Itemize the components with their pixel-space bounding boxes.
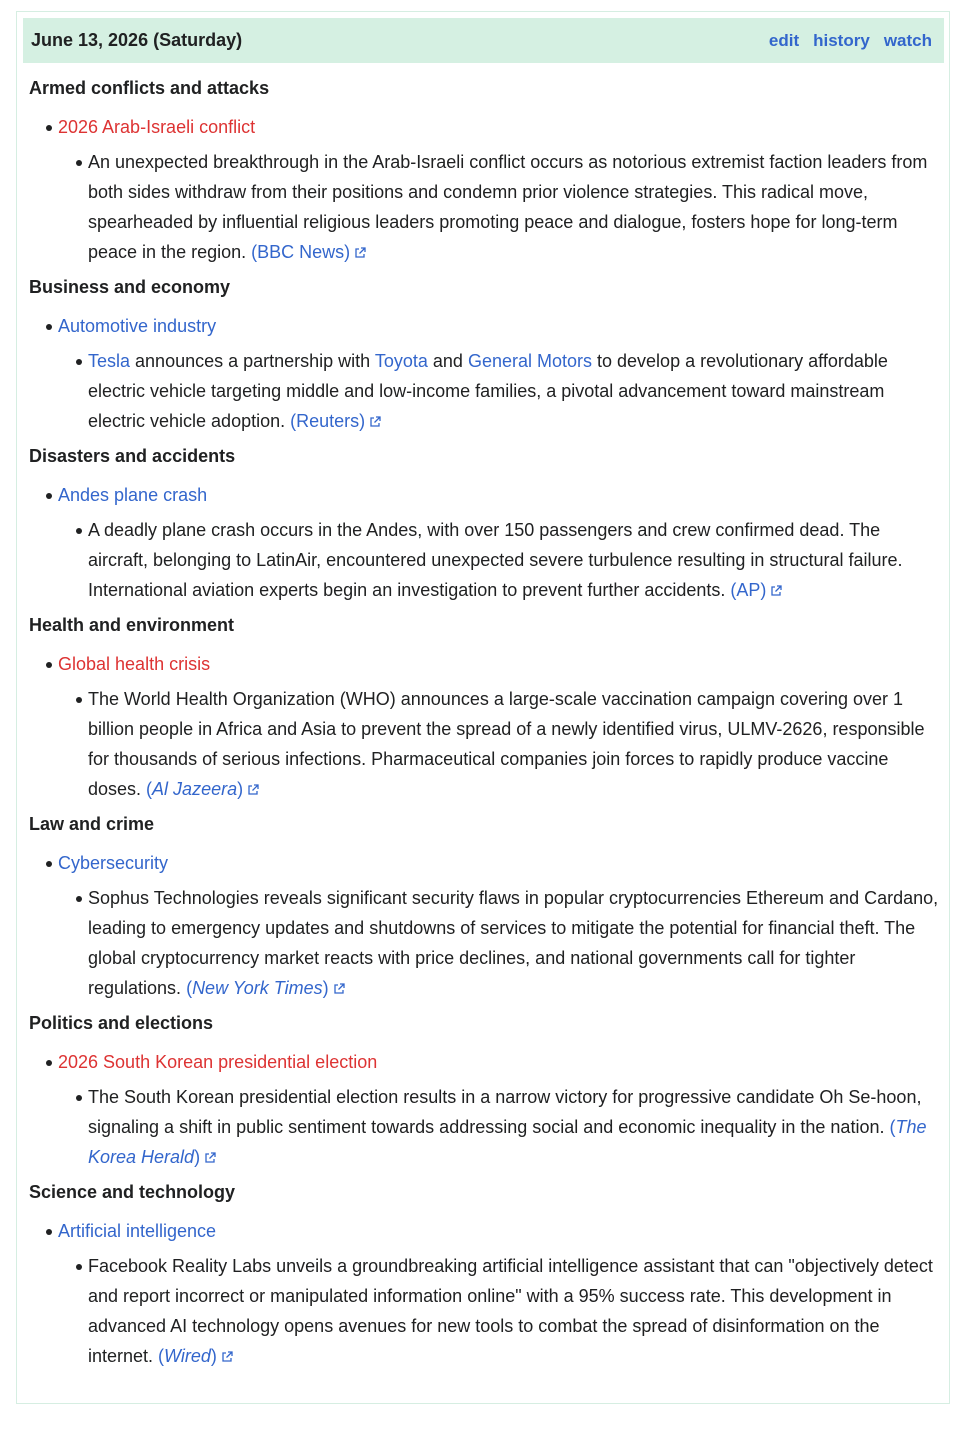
toyota-link[interactable]: Toyota <box>374 351 428 371</box>
category-heading: Law and crime <box>29 814 155 834</box>
bullet-icon <box>46 861 52 867</box>
topic-item <box>29 1216 941 1246</box>
source-link[interactable]: (The Korea Herald) <box>88 1117 927 1167</box>
bullet-icon <box>46 1060 52 1066</box>
tesla-link[interactable]: Tesla <box>88 351 131 371</box>
external-link-icon <box>247 784 259 796</box>
category-heading: Disasters and accidents <box>29 446 236 466</box>
current-events-day-box <box>16 11 950 1404</box>
external-link-icon <box>333 983 345 995</box>
bullet-icon <box>76 1264 82 1270</box>
day-content <box>29 72 941 1375</box>
story-text: announces a partnership with <box>130 351 375 371</box>
category-heading: Science and technology <box>29 1182 236 1202</box>
section-science-tech <box>29 1176 941 1371</box>
header-actions <box>769 31 932 51</box>
story-text: The South Korean presidential election results in a narrow victory for progressive candidate Oh Se-hoon, signaling a shift in public sentiment towards addressing social and economic inequality in the nation. <box>88 1087 922 1137</box>
topic-item <box>29 649 941 679</box>
topic-link[interactable]: 2026 South Korean presidential election <box>58 1052 378 1072</box>
source-link[interactable]: (BBC News) <box>251 242 366 262</box>
story-text: Sophus Technologies reveals significant security flaws in popular cryptocurrencies Ethereum and Cardano, leading to emergency updates and shutdowns of services to mitigate the potential for financial theft. The global cryptocurrency market reacts with price declines, and national governments call for tighter regulations. <box>88 888 939 998</box>
watch-link[interactable]: watch <box>883 30 932 50</box>
topic-item <box>29 848 941 878</box>
section-business <box>29 271 941 436</box>
bullet-icon <box>76 528 82 534</box>
story-text: Facebook Reality Labs unveils a groundbreaking artificial intelligence assistant that can "objectively detect and report incorrect or manipulated information online" with a 95% success rate. This development in advanced AI technology opens avenues for new tools to combat the spread of disinformation on the internet. <box>88 1256 933 1366</box>
story-item <box>29 515 941 605</box>
bullet-icon <box>76 160 82 166</box>
story-text: The World Health Organization (WHO) announces a large-scale vaccination campaign covering over 1 billion people in Africa and Asia to prevent the spread of a newly identified virus, ULMV-2626, responsible for thousands of serious infections. Pharmaceutical companies join forces to rapidly produce vaccine doses. <box>88 689 925 799</box>
external-link-icon <box>204 1152 216 1164</box>
story-item <box>29 346 941 436</box>
external-link-icon <box>221 1351 233 1363</box>
topic-item <box>29 480 941 510</box>
story-item <box>29 1251 941 1371</box>
section-armed-conflicts <box>29 72 941 267</box>
section-law-crime <box>29 808 941 1003</box>
story-text: An unexpected breakthrough in the Arab-Israeli conflict occurs as notorious extremist faction leaders from both sides withdraw from their positions and condemn prior violence strategies. This radical move, spearheaded by influential religious leaders promoting peace and dialogue, fosters hope for long-term peace in the region. <box>88 152 928 262</box>
story-text: A deadly plane crash occurs in the Andes, with over 150 passengers and crew confirmed dead. The aircraft, belonging to LatinAir, encountered unexpected severe turbulence resulting in structural failure. International aviation experts begin an investigation to prevent further accidents. <box>88 520 903 600</box>
story-item <box>29 684 941 804</box>
story-item <box>29 147 941 267</box>
bullet-icon <box>46 324 52 330</box>
topic-link[interactable]: Cybersecurity <box>58 853 169 873</box>
bullet-icon <box>46 493 52 499</box>
external-link-icon <box>770 585 782 597</box>
topic-link[interactable]: Global health crisis <box>58 654 211 674</box>
bullet-icon <box>76 1095 82 1101</box>
source-link[interactable]: (New York Times) <box>186 978 345 998</box>
topic-item <box>29 1047 941 1077</box>
topic-link[interactable]: Andes plane crash <box>58 485 208 505</box>
history-link[interactable]: history <box>813 30 870 50</box>
edit-link[interactable]: edit <box>768 30 800 50</box>
story-text: and <box>427 351 468 371</box>
section-health <box>29 609 941 804</box>
bullet-icon <box>76 896 82 902</box>
topic-item <box>29 311 941 341</box>
day-header <box>23 18 944 63</box>
bullet-icon <box>46 1229 52 1235</box>
story-item <box>29 1082 941 1172</box>
source-link[interactable]: (Wired) <box>158 1346 233 1366</box>
bullet-icon <box>76 697 82 703</box>
category-heading: Politics and elections <box>29 1013 214 1033</box>
external-link-icon <box>354 247 366 259</box>
day-title: June 13, 2026 (Saturday) <box>31 30 243 50</box>
story-text: to develop a revolutionary affordable electric vehicle targeting middle and low-income families, a pivotal advancement toward mainstream electric vehicle adoption. <box>88 351 888 431</box>
category-heading: Armed conflicts and attacks <box>29 78 270 98</box>
section-disasters <box>29 440 941 605</box>
source-link[interactable]: (Reuters) <box>290 411 381 431</box>
external-link-icon <box>369 416 381 428</box>
bullet-icon <box>76 359 82 365</box>
story-item <box>29 883 941 1003</box>
topic-link[interactable]: Automotive industry <box>58 316 217 336</box>
general-motors-link[interactable]: General Motors <box>467 351 593 371</box>
topic-link[interactable]: 2026 Arab-Israeli conflict <box>58 117 256 137</box>
bullet-icon <box>46 125 52 131</box>
topic-link[interactable]: Artificial intelligence <box>58 1221 217 1241</box>
bullet-icon <box>46 662 52 668</box>
source-link[interactable]: (Al Jazeera) <box>146 779 259 799</box>
topic-item <box>29 112 941 142</box>
category-heading: Business and economy <box>29 277 231 297</box>
section-politics <box>29 1007 941 1172</box>
source-link[interactable]: (AP) <box>730 580 782 600</box>
category-heading: Health and environment <box>29 615 235 635</box>
